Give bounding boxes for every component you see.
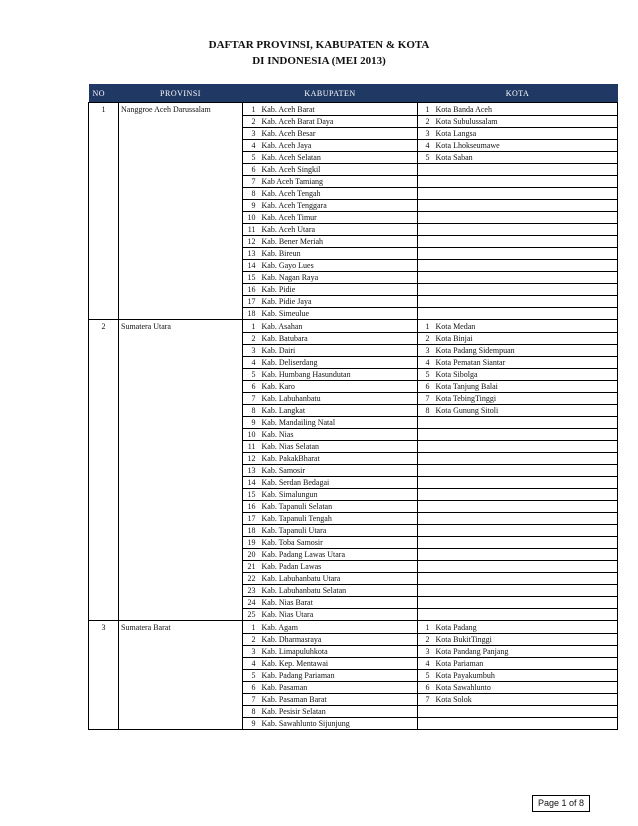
province-name: Sumatera Barat	[119, 621, 243, 730]
kota-name	[432, 525, 618, 537]
kota-name	[432, 164, 618, 176]
province-number: 1	[89, 103, 119, 320]
kota-name	[432, 597, 618, 609]
kabupaten-name: Kab. Nias	[258, 429, 418, 441]
kabupaten-number: 6	[243, 164, 258, 176]
kota-number: 2	[418, 634, 432, 646]
kabupaten-number: 11	[243, 441, 258, 453]
kota-number: 5	[418, 670, 432, 682]
kota-name	[432, 236, 618, 248]
kota-name	[432, 224, 618, 236]
kota-number	[418, 585, 432, 597]
kota-name	[432, 200, 618, 212]
kabupaten-number: 5	[243, 369, 258, 381]
kabupaten-name: Kab. Asahan	[258, 320, 418, 333]
kabupaten-number: 10	[243, 212, 258, 224]
kota-name	[432, 212, 618, 224]
page-number: Page 1 of 8	[532, 795, 590, 812]
kabupaten-name: Kab. Padang Pariaman	[258, 670, 418, 682]
kabupaten-number: 18	[243, 308, 258, 320]
kabupaten-name: Kab. Pasaman Barat	[258, 694, 418, 706]
header-no: NO	[89, 84, 119, 103]
kota-name	[432, 477, 618, 489]
kabupaten-number: 25	[243, 609, 258, 621]
kota-number	[418, 465, 432, 477]
kota-name: Kota Padang	[432, 621, 618, 634]
kota-number	[418, 513, 432, 525]
kota-name: Kota BukitTinggi	[432, 634, 618, 646]
kabupaten-name: Kab. Toba Samosir	[258, 537, 418, 549]
kabupaten-number: 6	[243, 682, 258, 694]
kota-number	[418, 417, 432, 429]
kota-number	[418, 164, 432, 176]
kota-number: 6	[418, 682, 432, 694]
kota-name: Kota Binjai	[432, 333, 618, 345]
kabupaten-number: 22	[243, 573, 258, 585]
kota-number	[418, 212, 432, 224]
kota-name	[432, 176, 618, 188]
kota-number: 1	[418, 103, 432, 116]
kota-name	[432, 573, 618, 585]
header-kota: KOTA	[418, 84, 618, 103]
kabupaten-number: 9	[243, 417, 258, 429]
kota-name	[432, 513, 618, 525]
kabupaten-number: 4	[243, 140, 258, 152]
kabupaten-number: 1	[243, 103, 258, 116]
kabupaten-name: Kab. Pesisir Selatan	[258, 706, 418, 718]
province-number: 3	[89, 621, 119, 730]
document-title: DAFTAR PROVINSI, KABUPATEN & KOTA	[208, 39, 430, 51]
kota-name	[432, 609, 618, 621]
kabupaten-name: Kab. Serdan Bedagai	[258, 477, 418, 489]
table-row	[89, 320, 618, 333]
kota-name: Kota Saban	[432, 152, 618, 164]
kota-number	[418, 441, 432, 453]
kabupaten-name: Kab. Nias Barat	[258, 597, 418, 609]
kabupaten-number: 7	[243, 176, 258, 188]
kabupaten-number: 1	[243, 320, 258, 333]
kabupaten-number: 2	[243, 634, 258, 646]
kabupaten-number: 12	[243, 236, 258, 248]
kabupaten-name: Kab. Padang Lawas Utara	[258, 549, 418, 561]
kabupaten-name: Kab. Sawahlunto Sijunjung	[258, 718, 418, 730]
kota-name	[432, 453, 618, 465]
kota-number	[418, 549, 432, 561]
table-row	[89, 621, 618, 634]
kabupaten-number: 6	[243, 381, 258, 393]
kota-number: 4	[418, 357, 432, 369]
kota-name	[432, 260, 618, 272]
kabupaten-name: Kab. Aceh Timur	[258, 212, 418, 224]
kota-number	[418, 429, 432, 441]
kabupaten-name: Kab. Deliserdang	[258, 357, 418, 369]
kota-number	[418, 609, 432, 621]
kota-name: Kota Lhokseumawe	[432, 140, 618, 152]
kota-number	[418, 501, 432, 513]
kabupaten-number: 8	[243, 188, 258, 200]
kota-number	[418, 272, 432, 284]
kota-name: Kota Tanjung Balai	[432, 381, 618, 393]
kota-number: 2	[418, 116, 432, 128]
kota-number	[418, 718, 432, 730]
kabupaten-name: Kab. Karo	[258, 381, 418, 393]
kabupaten-name: Kab. Tapanuli Tengah	[258, 513, 418, 525]
kota-name	[432, 585, 618, 597]
kota-number	[418, 706, 432, 718]
kota-number	[418, 188, 432, 200]
kota-name: Kota Medan	[432, 320, 618, 333]
kota-name	[432, 308, 618, 320]
kota-name	[432, 441, 618, 453]
kabupaten-number: 20	[243, 549, 258, 561]
kabupaten-name: Kab. Dharmasraya	[258, 634, 418, 646]
kabupaten-number: 10	[243, 429, 258, 441]
kota-number: 7	[418, 694, 432, 706]
kabupaten-name: Kab. Humbang Hasundutan	[258, 369, 418, 381]
kabupaten-name: Kab. Tapanuli Selatan	[258, 501, 418, 513]
kota-name: Kota Langsa	[432, 128, 618, 140]
kota-name	[432, 248, 618, 260]
kabupaten-name: Kab. Samosir	[258, 465, 418, 477]
kabupaten-name: Kab. Batubara	[258, 333, 418, 345]
kabupaten-number: 14	[243, 477, 258, 489]
kota-number: 6	[418, 381, 432, 393]
kota-name	[432, 429, 618, 441]
kota-number	[418, 248, 432, 260]
kota-name	[432, 417, 618, 429]
kabupaten-name: Kab. Gayo Lues	[258, 260, 418, 272]
kabupaten-number: 12	[243, 453, 258, 465]
kabupaten-name: Kab. Limapuluhkota	[258, 646, 418, 658]
province-number: 2	[89, 320, 119, 621]
kabupaten-number: 13	[243, 465, 258, 477]
kabupaten-name: Kab. Aceh Singkil	[258, 164, 418, 176]
kota-name	[432, 549, 618, 561]
kabupaten-number: 17	[243, 296, 258, 308]
kabupaten-name: Kab. Simalungun	[258, 489, 418, 501]
kabupaten-number: 4	[243, 357, 258, 369]
kabupaten-number: 3	[243, 128, 258, 140]
kota-name: Kota Sibolga	[432, 369, 618, 381]
kabupaten-number: 8	[243, 405, 258, 417]
kabupaten-name: Kab. Aceh Besar	[258, 128, 418, 140]
kabupaten-number: 15	[243, 272, 258, 284]
kota-number	[418, 573, 432, 585]
kabupaten-number: 7	[243, 393, 258, 405]
kota-number	[418, 236, 432, 248]
kota-name	[432, 561, 618, 573]
kabupaten-name: Kab. Aceh Barat Daya	[258, 116, 418, 128]
kabupaten-name: Kab. Aceh Selatan	[258, 152, 418, 164]
kabupaten-number: 2	[243, 116, 258, 128]
kabupaten-name: Kab. Aceh Utara	[258, 224, 418, 236]
kabupaten-number: 16	[243, 284, 258, 296]
kota-name: Kota Payakumbuh	[432, 670, 618, 682]
kota-name	[432, 489, 618, 501]
kota-number: 7	[418, 393, 432, 405]
kota-number: 3	[418, 128, 432, 140]
kota-name: Kota Banda Aceh	[432, 103, 618, 116]
kota-name: Kota Subulussalam	[432, 116, 618, 128]
kabupaten-number: 9	[243, 718, 258, 730]
kabupaten-name: Kab. Bener Meriah	[258, 236, 418, 248]
kota-number: 1	[418, 320, 432, 333]
kabupaten-name: Kab. Labuhanbatu Selatan	[258, 585, 418, 597]
kota-number	[418, 260, 432, 272]
kabupaten-name: Kab. Mandailing Natal	[258, 417, 418, 429]
document-subtitle: DI INDONESIA (MEI 2013)	[252, 55, 386, 67]
kota-number: 3	[418, 345, 432, 357]
province-group	[89, 621, 618, 730]
kabupaten-number: 14	[243, 260, 258, 272]
kota-name: Kota TebingTinggi	[432, 393, 618, 405]
kabupaten-number: 9	[243, 200, 258, 212]
province-group	[89, 103, 618, 320]
kabupaten-name: Kab. Aceh Jaya	[258, 140, 418, 152]
kota-name	[432, 537, 618, 549]
kota-name: Kota Pandang Panjang	[432, 646, 618, 658]
kabupaten-number: 13	[243, 248, 258, 260]
kabupaten-name: Kab. Nias Selatan	[258, 441, 418, 453]
kota-number	[418, 537, 432, 549]
kota-number	[418, 284, 432, 296]
kota-number	[418, 308, 432, 320]
kabupaten-number: 11	[243, 224, 258, 236]
kabupaten-name: Kab. Bireun	[258, 248, 418, 260]
kota-number: 1	[418, 621, 432, 634]
province-group	[89, 320, 618, 621]
kota-name	[432, 188, 618, 200]
kota-name	[432, 284, 618, 296]
kabupaten-number: 8	[243, 706, 258, 718]
kota-number: 2	[418, 333, 432, 345]
kabupaten-number: 1	[243, 621, 258, 634]
kabupaten-number: 17	[243, 513, 258, 525]
kabupaten-name: Kab. Agam	[258, 621, 418, 634]
kota-name	[432, 718, 618, 730]
kabupaten-name: Kab. Labuhanbatu	[258, 393, 418, 405]
kota-number	[418, 525, 432, 537]
kota-name	[432, 501, 618, 513]
kabupaten-name: Kab. Pidie Jaya	[258, 296, 418, 308]
kabupaten-number: 7	[243, 694, 258, 706]
kota-number	[418, 453, 432, 465]
kota-name	[432, 296, 618, 308]
kota-number	[418, 224, 432, 236]
province-name: Nanggroe Aceh Darussalam	[119, 103, 243, 320]
kabupaten-name: Kab. Simeulue	[258, 308, 418, 320]
province-name: Sumatera Utara	[119, 320, 243, 621]
kota-name: Kota Padang Sidempuan	[432, 345, 618, 357]
kota-name: Kota Solok	[432, 694, 618, 706]
province-table	[88, 84, 618, 730]
kabupaten-number: 24	[243, 597, 258, 609]
kabupaten-number: 5	[243, 152, 258, 164]
kabupaten-number: 18	[243, 525, 258, 537]
kabupaten-name: Kab. Dairi	[258, 345, 418, 357]
kota-number: 3	[418, 646, 432, 658]
kota-number	[418, 597, 432, 609]
kabupaten-number: 5	[243, 670, 258, 682]
kabupaten-number: 15	[243, 489, 258, 501]
kabupaten-name: Kab. Pidie	[258, 284, 418, 296]
kabupaten-name: Kab. Aceh Tengah	[258, 188, 418, 200]
kota-number: 4	[418, 140, 432, 152]
kabupaten-name: Kab. Langkat	[258, 405, 418, 417]
kabupaten-name: Kab. Nias Utara	[258, 609, 418, 621]
kota-number: 5	[418, 152, 432, 164]
kota-name: Kota Sawahlunto	[432, 682, 618, 694]
kabupaten-name: Kab. Padan Lawas	[258, 561, 418, 573]
kabupaten-name: Kab. Nagan Raya	[258, 272, 418, 284]
kabupaten-name: Kab. PakakBharat	[258, 453, 418, 465]
kota-number	[418, 561, 432, 573]
header-provinsi: PROVINSI	[119, 84, 243, 103]
kota-name	[432, 465, 618, 477]
kabupaten-name: Kab. Aceh Barat	[258, 103, 418, 116]
kota-number: 5	[418, 369, 432, 381]
kabupaten-number: 2	[243, 333, 258, 345]
header-kabupaten: KABUPATEN	[243, 84, 418, 103]
kabupaten-number: 4	[243, 658, 258, 670]
kota-name	[432, 272, 618, 284]
kota-number	[418, 200, 432, 212]
kota-number	[418, 296, 432, 308]
kabupaten-name: Kab. Tapanuli Utara	[258, 525, 418, 537]
kabupaten-number: 21	[243, 561, 258, 573]
kota-number	[418, 477, 432, 489]
kabupaten-number: 3	[243, 646, 258, 658]
kota-name: Kota Pariaman	[432, 658, 618, 670]
kabupaten-name: Kab. Aceh Tenggara	[258, 200, 418, 212]
kota-name: Kota Gunung Sitoli	[432, 405, 618, 417]
kabupaten-name: Kab. Labuhanbatu Utara	[258, 573, 418, 585]
kabupaten-name: Kab. Pasaman	[258, 682, 418, 694]
kota-number	[418, 489, 432, 501]
kabupaten-number: 16	[243, 501, 258, 513]
kabupaten-number: 19	[243, 537, 258, 549]
kota-name	[432, 706, 618, 718]
kabupaten-name: Kab Aceh Tamiang	[258, 176, 418, 188]
table-row	[89, 103, 618, 116]
kota-number: 8	[418, 405, 432, 417]
kota-number: 4	[418, 658, 432, 670]
table-header-row	[89, 84, 618, 103]
kabupaten-number: 23	[243, 585, 258, 597]
kabupaten-number: 3	[243, 345, 258, 357]
kota-name: Kota Pematan Siantar	[432, 357, 618, 369]
kabupaten-name: Kab. Kep. Mentawai	[258, 658, 418, 670]
kota-number	[418, 176, 432, 188]
